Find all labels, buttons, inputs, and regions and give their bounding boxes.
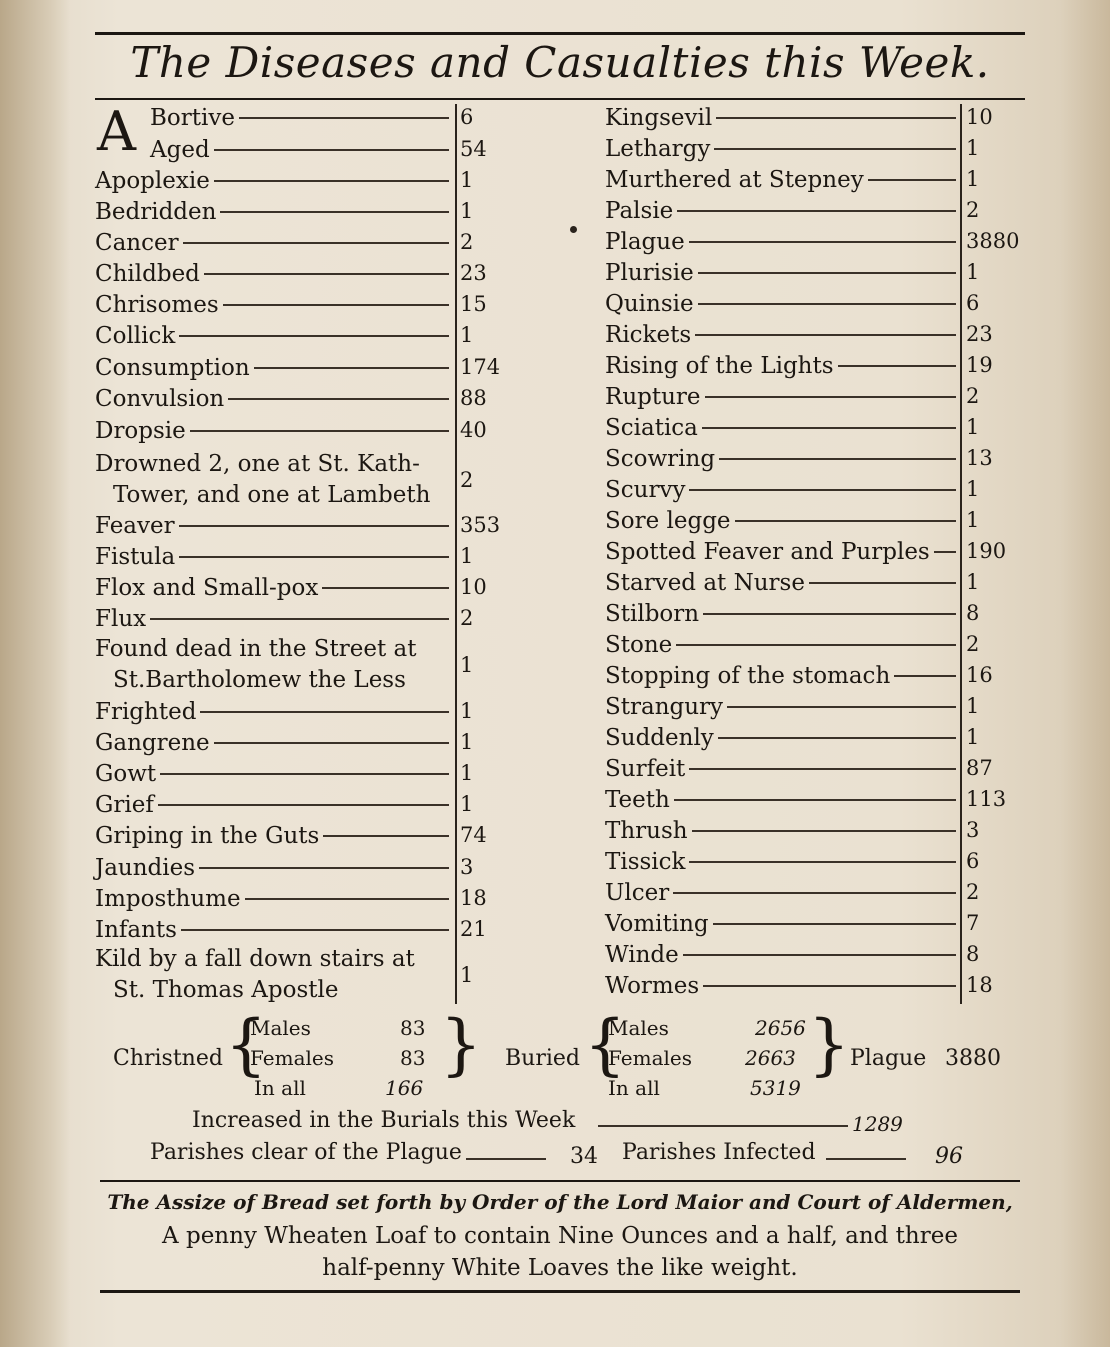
right-disease-name: Stilborn bbox=[605, 600, 700, 627]
right-disease-count: 16 bbox=[966, 663, 993, 687]
left-disease-name: Flox and Small-pox bbox=[95, 574, 319, 601]
right-disease-row bbox=[605, 567, 960, 598]
right-disease-leader-line bbox=[702, 427, 956, 429]
right-disease-name: Surfeit bbox=[605, 755, 686, 782]
right-disease-leader-line bbox=[894, 675, 956, 677]
right-disease-name: Teeth bbox=[605, 786, 670, 813]
increased-leader bbox=[598, 1125, 848, 1127]
left-disease-leader-line bbox=[239, 117, 449, 119]
left-disease-leader-line bbox=[181, 929, 449, 931]
right-disease-leader-line bbox=[705, 396, 956, 398]
found-dead-line1: Found dead in the Street at bbox=[95, 636, 417, 662]
right-disease-row bbox=[605, 505, 960, 536]
right-disease-count: 1 bbox=[966, 260, 980, 284]
left-disease-row bbox=[95, 696, 453, 727]
right-disease-name: Rupture bbox=[605, 383, 701, 410]
left-disease-name: Bortive bbox=[150, 104, 235, 131]
left-disease-row bbox=[95, 914, 453, 945]
right-disease-name: Scowring bbox=[605, 445, 716, 472]
right-disease-row bbox=[605, 908, 960, 939]
right-disease-count: 1 bbox=[966, 415, 980, 439]
buried-label: Buried bbox=[505, 1046, 580, 1071]
left-disease-leader-line bbox=[150, 618, 449, 620]
kild-count: 1 bbox=[460, 963, 474, 987]
left-disease-name: Convulsion bbox=[95, 385, 225, 412]
right-disease-count: 2 bbox=[966, 880, 980, 904]
right-disease-name: Sciatica bbox=[605, 414, 698, 441]
left-disease-name: Infants bbox=[95, 916, 177, 943]
left-disease-name: Jaundies bbox=[95, 854, 196, 881]
right-disease-row bbox=[605, 443, 960, 474]
left-disease-row bbox=[95, 134, 453, 165]
left-disease-row bbox=[95, 820, 453, 851]
right-disease-name: Spotted Feaver and Purples bbox=[605, 538, 930, 565]
found-dead-line2: St.Bartholomew the Less bbox=[113, 667, 406, 693]
right-disease-leader-line bbox=[703, 613, 956, 615]
left-disease-count: 15 bbox=[460, 292, 487, 316]
right-disease-leader-line bbox=[727, 706, 956, 708]
right-disease-row bbox=[605, 226, 960, 257]
left-disease-row bbox=[95, 352, 453, 383]
right-disease-row bbox=[605, 660, 960, 691]
assize-line-1: A penny Wheaten Loaf to contain Nine Ounces and a half, and three bbox=[162, 1223, 958, 1249]
right-disease-count: 13 bbox=[966, 446, 993, 470]
christned-females-label: Females bbox=[250, 1046, 335, 1070]
left-disease-leader-line bbox=[228, 398, 449, 400]
right-disease-count: 2 bbox=[966, 384, 980, 408]
christned-males-label: Males bbox=[250, 1016, 311, 1040]
right-disease-leader-line bbox=[868, 179, 956, 181]
left-disease-count: 1 bbox=[460, 323, 474, 347]
buried-all: 5319 bbox=[750, 1076, 801, 1100]
right-disease-row bbox=[605, 164, 960, 195]
plague-total-value: 3880 bbox=[945, 1046, 1001, 1071]
right-disease-leader-line bbox=[689, 861, 956, 863]
left-disease-leader-line bbox=[179, 335, 449, 337]
right-disease-leader-line bbox=[695, 334, 956, 336]
right-disease-row bbox=[605, 257, 960, 288]
christned-label: Christned bbox=[113, 1046, 223, 1071]
left-disease-name: Collick bbox=[95, 322, 176, 349]
right-disease-name: Strangury bbox=[605, 693, 724, 720]
right-disease-leader-line bbox=[934, 551, 956, 553]
left-disease-count: 18 bbox=[460, 886, 487, 910]
parishes-clear-leader bbox=[466, 1158, 546, 1160]
right-disease-row bbox=[605, 133, 960, 164]
right-disease-count: 2 bbox=[966, 632, 980, 656]
left-disease-row bbox=[95, 415, 453, 446]
right-disease-name: Starved at Nurse bbox=[605, 569, 805, 596]
left-disease-count: 88 bbox=[460, 386, 487, 410]
right-disease-leader-line bbox=[676, 644, 956, 646]
right-disease-row bbox=[605, 102, 960, 133]
right-disease-row bbox=[605, 970, 960, 1001]
buried-females: 2663 bbox=[745, 1046, 796, 1070]
kild-entry bbox=[95, 944, 415, 1006]
right-disease-count: 1 bbox=[966, 694, 980, 718]
left-disease-count: 1 bbox=[460, 199, 474, 223]
left-disease-name: Dropsie bbox=[95, 417, 186, 444]
left-disease-row bbox=[95, 289, 453, 320]
right-disease-row bbox=[605, 381, 960, 412]
drowned-line1: Drowned 2, one at St. Kath- bbox=[95, 451, 420, 477]
left-disease-row bbox=[95, 789, 453, 820]
left-disease-name: Fistula bbox=[95, 543, 176, 570]
right-disease-count: 19 bbox=[966, 353, 993, 377]
right-disease-row bbox=[605, 691, 960, 722]
left-disease-count: 3 bbox=[460, 855, 474, 879]
left-disease-leader-line bbox=[245, 898, 449, 900]
right-disease-count: 1 bbox=[966, 725, 980, 749]
kild-line1: Kild by a fall down stairs at bbox=[95, 946, 415, 972]
right-disease-count: 18 bbox=[966, 973, 993, 997]
right-disease-leader-line bbox=[716, 117, 956, 119]
left-disease-leader-line bbox=[160, 773, 449, 775]
right-disease-count: 1 bbox=[966, 508, 980, 532]
right-disease-row bbox=[605, 722, 960, 753]
left-disease-leader-line bbox=[214, 180, 449, 182]
left-disease-name: Apoplexie bbox=[95, 167, 210, 194]
left-disease-row bbox=[95, 852, 453, 883]
found-dead-entry bbox=[95, 634, 416, 696]
left-disease-count: 174 bbox=[460, 355, 501, 379]
right-disease-row bbox=[605, 939, 960, 970]
page-title: The Diseases and Casualties this Week. bbox=[130, 38, 990, 87]
left-disease-name: Imposthume bbox=[95, 885, 241, 912]
right-disease-count: 8 bbox=[966, 601, 980, 625]
drowned-count: 2 bbox=[460, 468, 474, 492]
right-disease-name: Lethargy bbox=[605, 135, 711, 162]
right-disease-name: Tissick bbox=[605, 848, 686, 875]
right-disease-row bbox=[605, 350, 960, 381]
left-disease-count: 40 bbox=[460, 418, 487, 442]
left-disease-leader-line bbox=[158, 804, 449, 806]
title-rule bbox=[95, 98, 1025, 100]
left-disease-leader-line bbox=[190, 430, 449, 432]
right-disease-leader-line bbox=[838, 365, 956, 367]
parishes-infected-value: 96 bbox=[935, 1144, 963, 1169]
right-disease-row bbox=[605, 195, 960, 226]
right-disease-leader-line bbox=[689, 241, 956, 243]
left-disease-row bbox=[95, 165, 453, 196]
kild-line2: St. Thomas Apostle bbox=[113, 977, 339, 1003]
drop-capital: A bbox=[97, 100, 136, 163]
right-disease-leader-line bbox=[809, 582, 956, 584]
left-disease-name: Childbed bbox=[95, 260, 200, 287]
right-disease-count: 1 bbox=[966, 167, 980, 191]
right-disease-row bbox=[605, 815, 960, 846]
right-disease-name: Thrush bbox=[605, 817, 688, 844]
left-disease-row bbox=[95, 320, 453, 351]
left-disease-name: Griping in the Guts bbox=[95, 822, 320, 849]
left-disease-row bbox=[95, 758, 453, 789]
parishes-clear-label: Parishes clear of the Plague bbox=[150, 1140, 462, 1165]
right-disease-name: Rickets bbox=[605, 321, 692, 348]
christned-all-label: In all bbox=[254, 1076, 306, 1100]
right-disease-name: Stone bbox=[605, 631, 673, 658]
left-disease-leader-line bbox=[199, 867, 449, 869]
right-disease-row bbox=[605, 288, 960, 319]
right-disease-name: Stopping of the stomach bbox=[605, 662, 891, 689]
left-disease-name: Grief bbox=[95, 791, 154, 818]
right-disease-name: Scurvy bbox=[605, 476, 686, 503]
left-disease-count: 74 bbox=[460, 823, 487, 847]
right-disease-count: 1 bbox=[966, 477, 980, 501]
right-disease-leader-line bbox=[718, 737, 956, 739]
left-disease-name: Consumption bbox=[95, 354, 250, 381]
parishes-infected-label: Parishes Infected bbox=[622, 1140, 816, 1165]
left-disease-row bbox=[95, 227, 453, 258]
left-disease-name: Bedridden bbox=[95, 198, 217, 225]
right-disease-count: 1 bbox=[966, 136, 980, 160]
right-disease-count: 10 bbox=[966, 105, 993, 129]
parishes-infected-leader bbox=[826, 1158, 906, 1160]
left-disease-count: 1 bbox=[460, 168, 474, 192]
buried-brace: { bbox=[584, 1006, 626, 1083]
right-disease-count: 3880 bbox=[966, 229, 1020, 253]
right-disease-row bbox=[605, 846, 960, 877]
right-disease-leader-line bbox=[698, 272, 956, 274]
christned-males: 83 bbox=[400, 1016, 426, 1040]
right-disease-name: Ulcer bbox=[605, 879, 670, 906]
right-disease-leader-line bbox=[673, 892, 956, 894]
right-disease-count: 7 bbox=[966, 911, 980, 935]
left-disease-row bbox=[95, 102, 453, 133]
left-disease-leader-line bbox=[214, 742, 449, 744]
left-disease-count: 2 bbox=[460, 606, 474, 630]
right-disease-row bbox=[605, 474, 960, 505]
right-disease-leader-line bbox=[674, 799, 956, 801]
left-disease-count: 353 bbox=[460, 513, 501, 537]
right-disease-name: Palsie bbox=[605, 197, 674, 224]
right-disease-row bbox=[605, 877, 960, 908]
left-disease-count: 10 bbox=[460, 575, 487, 599]
left-disease-count: 23 bbox=[460, 261, 487, 285]
increased-value: 1289 bbox=[852, 1112, 903, 1136]
left-disease-count: 1 bbox=[460, 761, 474, 785]
right-disease-leader-line bbox=[677, 210, 956, 212]
left-disease-name: Flux bbox=[95, 605, 147, 632]
left-disease-count: 1 bbox=[460, 792, 474, 816]
right-disease-leader-line bbox=[692, 830, 956, 832]
right-disease-name: Kingsevil bbox=[605, 104, 713, 131]
assize-line-2: half-penny White Loaves the like weight. bbox=[322, 1255, 798, 1281]
parishes-clear-value: 34 bbox=[570, 1144, 598, 1169]
left-disease-leader-line bbox=[323, 835, 449, 837]
buried-females-label: Females bbox=[608, 1046, 693, 1070]
left-disease-name: Gangrene bbox=[95, 729, 210, 756]
right-disease-name: Suddenly bbox=[605, 724, 714, 751]
right-disease-count: 113 bbox=[966, 787, 1007, 811]
left-disease-leader-line bbox=[179, 556, 449, 558]
right-disease-leader-line bbox=[703, 985, 956, 987]
buried-all-label: In all bbox=[608, 1076, 660, 1100]
right-disease-leader-line bbox=[698, 303, 956, 305]
right-disease-count: 6 bbox=[966, 849, 980, 873]
right-disease-count: 2 bbox=[966, 198, 980, 222]
drowned-line2: Tower, and one at Lambeth bbox=[113, 482, 431, 508]
right-disease-count: 3 bbox=[966, 818, 980, 842]
right-disease-count: 1 bbox=[966, 570, 980, 594]
left-disease-count: 1 bbox=[460, 544, 474, 568]
left-disease-row bbox=[95, 727, 453, 758]
right-disease-leader-line bbox=[713, 923, 956, 925]
ink-dot bbox=[570, 226, 577, 233]
left-disease-leader-line bbox=[214, 149, 449, 151]
right-disease-row bbox=[605, 753, 960, 784]
left-disease-leader-line bbox=[254, 367, 449, 369]
left-disease-row bbox=[95, 541, 453, 572]
right-disease-leader-line bbox=[689, 768, 956, 770]
right-column-divider bbox=[960, 104, 962, 1004]
found-dead-count: 1 bbox=[460, 653, 474, 677]
right-disease-leader-line bbox=[735, 520, 956, 522]
left-disease-count: 21 bbox=[460, 917, 487, 941]
left-disease-row bbox=[95, 603, 453, 634]
drowned-entry bbox=[95, 449, 430, 511]
left-disease-leader-line bbox=[204, 273, 449, 275]
left-disease-row bbox=[95, 383, 453, 414]
buried-close-brace: } bbox=[808, 1006, 850, 1083]
left-disease-count: 54 bbox=[460, 137, 487, 161]
book-gutter bbox=[0, 0, 70, 1347]
left-disease-name: Chrisomes bbox=[95, 291, 219, 318]
right-disease-row bbox=[605, 319, 960, 350]
left-disease-leader-line bbox=[183, 242, 449, 244]
right-disease-count: 6 bbox=[966, 291, 980, 315]
left-disease-leader-line bbox=[223, 304, 449, 306]
left-disease-name: Gowt bbox=[95, 760, 157, 787]
right-disease-name: Plague bbox=[605, 228, 685, 255]
left-disease-name: Feaver bbox=[95, 512, 175, 539]
left-disease-name: Aged bbox=[150, 136, 210, 163]
increased-label: Increased in the Burials this Week bbox=[192, 1108, 576, 1133]
right-disease-name: Sore legge bbox=[605, 507, 731, 534]
left-disease-count: 1 bbox=[460, 730, 474, 754]
christned-all: 166 bbox=[385, 1076, 424, 1100]
right-disease-name: Murthered at Stepney bbox=[605, 166, 864, 193]
left-disease-count: 6 bbox=[460, 105, 474, 129]
christned-close-brace: } bbox=[440, 1006, 482, 1083]
left-disease-count: 1 bbox=[460, 699, 474, 723]
christned-females: 83 bbox=[400, 1046, 426, 1070]
left-disease-count: 2 bbox=[460, 230, 474, 254]
left-disease-leader-line bbox=[179, 525, 449, 527]
right-disease-leader-line bbox=[719, 458, 956, 460]
right-disease-row bbox=[605, 629, 960, 660]
right-disease-name: Quinsie bbox=[605, 290, 694, 317]
right-disease-name: Plurisie bbox=[605, 259, 694, 286]
left-disease-row bbox=[95, 883, 453, 914]
right-disease-leader-line bbox=[714, 148, 956, 150]
right-disease-row bbox=[605, 412, 960, 443]
right-disease-count: 87 bbox=[966, 756, 993, 780]
right-disease-row bbox=[605, 784, 960, 815]
left-disease-leader-line bbox=[220, 211, 449, 213]
right-disease-name: Vomiting bbox=[605, 910, 709, 937]
left-disease-row bbox=[95, 510, 453, 541]
left-disease-row bbox=[95, 258, 453, 289]
left-column-divider bbox=[455, 104, 457, 1004]
right-disease-count: 8 bbox=[966, 942, 980, 966]
right-disease-count: 23 bbox=[966, 322, 993, 346]
right-disease-row bbox=[605, 536, 960, 567]
assize-top-rule bbox=[100, 1180, 1020, 1182]
buried-males-label: Males bbox=[608, 1016, 669, 1040]
left-disease-leader-line bbox=[322, 587, 449, 589]
right-disease-count: 190 bbox=[966, 539, 1007, 563]
bottom-rule bbox=[100, 1290, 1020, 1293]
left-disease-name: Cancer bbox=[95, 229, 179, 256]
buried-males: 2656 bbox=[755, 1016, 806, 1040]
left-disease-row bbox=[95, 196, 453, 227]
left-disease-name: Frighted bbox=[95, 698, 197, 725]
assize-title: The Assize of Bread set forth by Order of the Lord Maior and Court of Aldermen, bbox=[107, 1190, 1013, 1214]
right-disease-name: Wormes bbox=[605, 972, 700, 999]
left-disease-leader-line bbox=[200, 711, 449, 713]
right-disease-leader-line bbox=[689, 489, 956, 491]
plague-total-label: Plague bbox=[850, 1046, 927, 1071]
right-disease-leader-line bbox=[683, 954, 956, 956]
christned-brace: { bbox=[225, 1006, 267, 1083]
right-disease-name: Winde bbox=[605, 941, 679, 968]
left-disease-row bbox=[95, 572, 453, 603]
right-disease-name: Rising of the Lights bbox=[605, 352, 834, 379]
right-disease-row bbox=[605, 598, 960, 629]
